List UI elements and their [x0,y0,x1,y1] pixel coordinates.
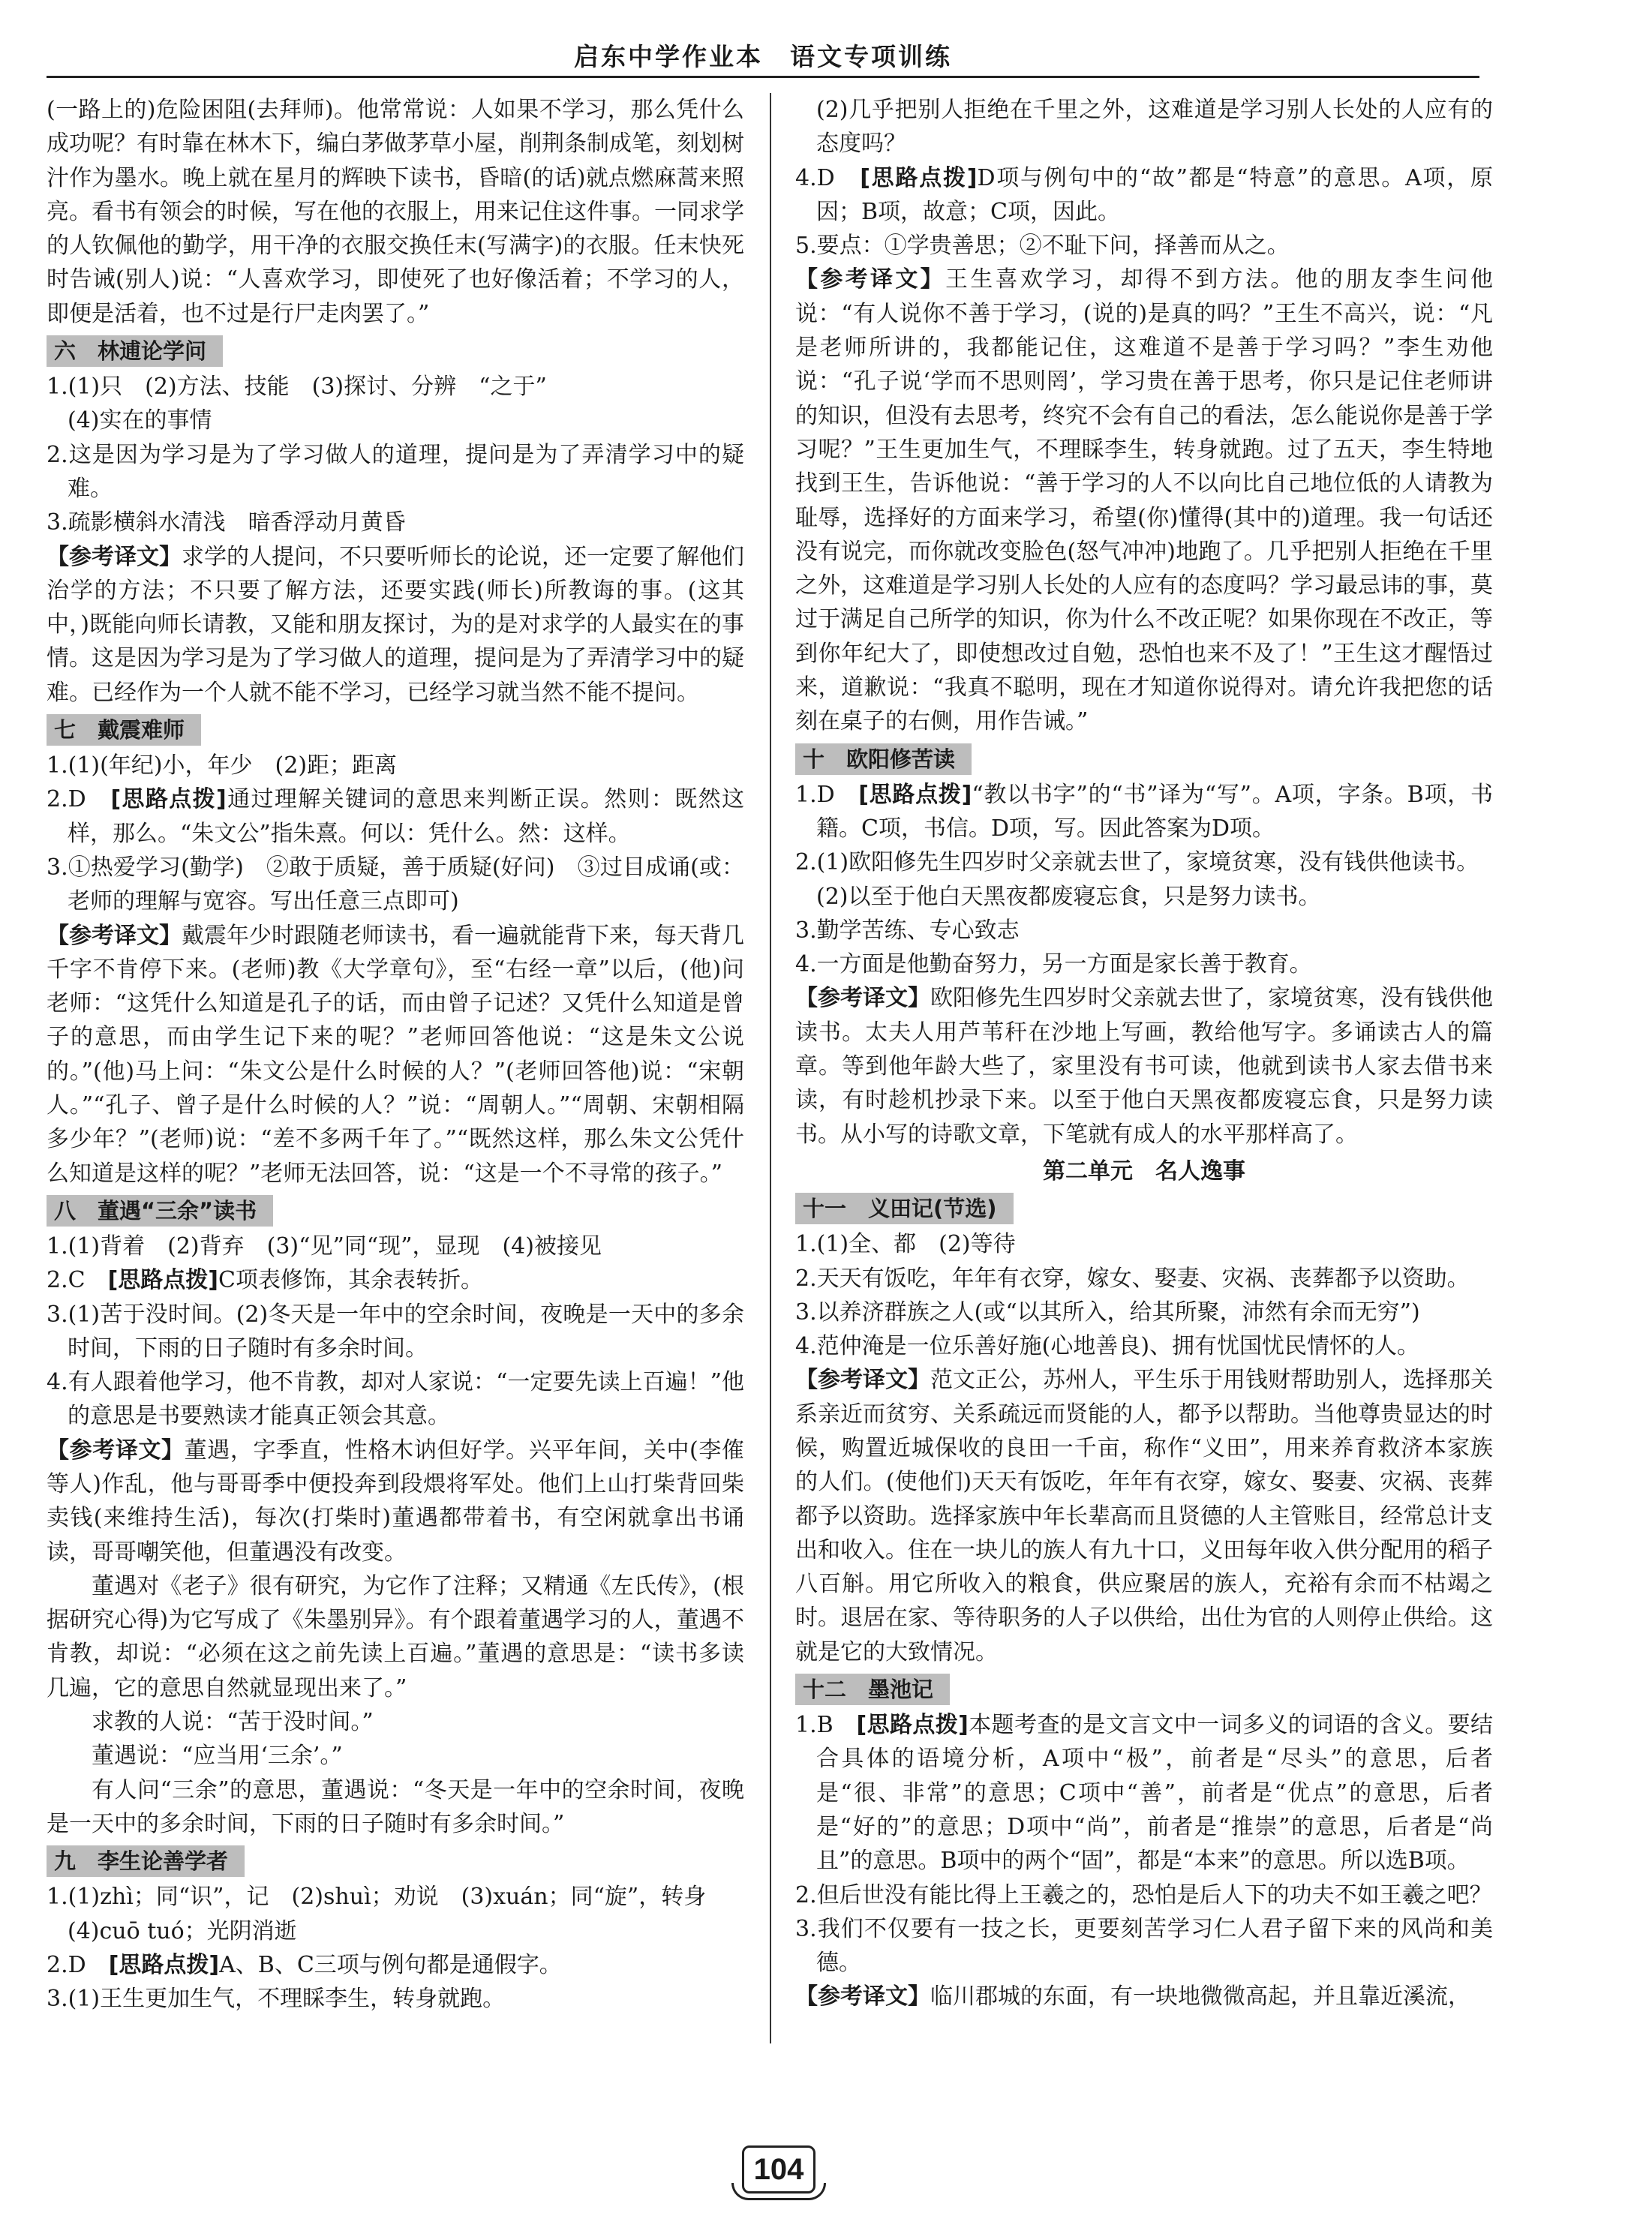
left-column [47,93,744,2016]
hint-text: C项表修饰，其余表转折。 [218,1267,483,1294]
answer-letter: 2.D [47,786,111,813]
section-header-9 [47,1845,744,1877]
section-title: 六 林逋论学问 [47,335,223,367]
hint-text: “教以书字”的“书”译为“写”。A项，字条。B项，书籍。C项，书信。D项，写。因此答案为D项。 [816,781,1493,842]
translation-para-2: 董遇对《老子》很有研究，为它作了注释；又精通《左氏传》，(根据研究心得)为它写成了《朱墨别异》。有个跟着董遇学习的人，董遇不肯教，却说：“必须在这之前先读上百遍。”董遇的意思是：“读书多读几遍，它的意思自然就显现出来了。” [47,1572,745,1701]
answer-1b: (4)实在的事情 [68,407,212,434]
section-title: 十二 墨池记 [795,1674,950,1705]
answer-letter: 4.D [795,164,861,191]
answer-1: 1.(1)(年纪)小，年少 (2)距；距离 [47,752,398,779]
answer-4: 4.有人跟着他学习，他不肯教，却对人家说：“一定要先读上百遍！”他的意思是书要熟读才能真正领会其意。 [47,1369,744,1430]
answer-2: 2.天天有饭吃，年年有衣穿，嫁女、娶妻、灾祸、丧葬都予以资助。 [795,1265,1470,1292]
translation-tag: 【参考译文】 [47,922,182,949]
translation-text: 范文正公，苏州人，平生乐于用钱财帮助别人，选择那关系亲近而贫穷、关系疏远而贤能的人，都予以帮助。当他尊贵显达的时候，购置近城保收的良田一千亩，称作“义田”，用来养育救济本家族的人们。(使他们)天天有饭吃，年年有衣穿，嫁女、娶妻、灾祸、丧葬都予以资助。选择家族中年长辈高而且贤德的人主管账目，经常总计支出和收入。住在一块儿的族人有九十口，义田每年收入供分配用的稻子八百斛。用它所收入的粮食，供应聚居的族人，充裕有余而不枯竭之时。退居在家、等待职务的人子以供给，出仕为官的人则停止供给。这就是它的大致情况。 [795,1367,1493,1665]
section-title: 十 欧阳修苦读 [795,743,972,775]
hint-text: A、B、C三项与例句都是通假字。 [219,1951,562,1978]
translation-tag: 【参考译文】 [795,985,930,1012]
intro-paragraph: (一路上的)危险困阻(去拜师)。他常常说：人如果不学习，那么凭什么成功呢？有时靠在林木下，编白茅做茅草小屋，削荆条制成笔，刻划树汁作为墨水。晚上就在星月的辉映下读书，昏暗(的话)就点燃麻蒿来照亮。看书有领会的时候，写在他的衣服上，用来记住这件事。一同求学的人钦佩他的勤学，用干净的衣服交换任末(写满字)的衣服。任末快死时告诫(别人)说：“人喜欢学习，即使死了也好像活着；不学习的人，即便是活着，也不过是行尸走肉罢了。” [47,97,744,327]
translation-text: 戴震年少时跟随老师读书，看一遍就能背下来，每天背几千字不肯停下来。(老师)教《大学章句》，至“右经一章”以后，(他)问老师：“这凭什么知道是孔子的话，而由曾子记述？又凭什么知道是曾子的意思，而由学生记下来的呢？”老师回答他说：“这是朱文公说的。”(他)马上问：“朱文公是什么时候的人？”(老师回答他)说：“宋朝人。”“孔子、曾子是什么时候的人？”说：“周朝人。”“周朝、宋朝相隔多少年？”(老师)说：“差不多两千年了。”“既然这样，那么朱文公凭什么知道是这样的呢？”老师无法回答，说：“这是一个不寻常的孩子。” [47,922,744,1187]
section-header-11 [795,1193,1493,1224]
answer-letter: 1.D [795,781,859,808]
answer-1: 1.(1)zhì；同“识”，记 (2)shuì；劝说 (3)xuán；同“旋”，转身 [47,1884,707,1911]
translation [47,1434,744,1569]
translation-tag: 【参考译文】 [795,1367,930,1394]
translation [795,1363,1493,1669]
section-title: 八 董遇“三余”读书 [47,1195,273,1227]
answer-3: 3.以养济群族之人(或“以其所入，给其所聚，沛然有余而无穷”) [795,1299,1420,1326]
translation-text: 董遇，字季直，性格木讷但好学。兴平年间，关中(李傕等人)作乱，他与哥哥季中便投奔到段煨将军处。他们上山打柴背回柴卖钱(来维持生活)，每次(打柴时)董遇都带着书，有空闲就拿出书诵读，哥哥嘲笑他，但董遇没有改变。 [47,1437,744,1566]
hint-tag: [思路点拨] [108,1951,220,1978]
column-divider [770,93,771,2043]
section-header-6 [47,335,744,367]
answer-5: 5.要点：①学贵善思；②不耻下问，择善而从之。 [795,233,1290,260]
translation-text: 欧阳修先生四岁时父亲就去世了，家境贫寒，没有钱供他读书。太夫人用芦苇秆在沙地上写画，教给他写字。多诵读古人的篇章。等到他年龄大些了，家里没有书可读，他就到读书人家去借书来读，有时趁机抄录下来。以至于他白天黑夜都废寝忘食，只是努力读书。从小写的诗歌文章，下笔就有成人的水平那样高了。 [795,985,1493,1148]
translation-para-4: 董遇说：“应当用‘三余’。” [92,1743,343,1770]
answer-2: 2.这是因为学习是为了学习做人的道理，提问是为了弄清学习中的疑难。 [47,441,744,502]
translation [47,919,744,1191]
unit-title: 第二单元 名人逸事 [1043,1158,1245,1185]
answer-2: 2.但后世没有能比得上王羲之的，恐怕是后人下的功夫不如王羲之吧？ [795,1881,1492,1908]
hint-tag: [思路点拨] [860,164,978,191]
answer-2 [47,782,744,851]
translation-text: 临川郡城的东面，有一块地微微高起，并且靠近溪流， [930,1983,1470,2010]
section-title: 九 李生论善学者 [47,1845,245,1877]
answer-1: 1.(1)全、都 (2)等待 [795,1231,1016,1258]
answer-3: 3.(1)王生更加生气，不理睬李生，转身就跑。 [47,1986,506,2013]
answer-3-cont: (2)几乎把别人拒绝在千里之外，这难道是学习别人长处的人应有的态度吗？ [816,97,1493,158]
answer-letter: 2.C [47,1267,108,1294]
translation [795,263,1493,738]
answer-2: 2.(1)欧阳修先生四岁时父亲就去世了，家境贫寒，没有钱供他读书。 [795,849,1479,876]
translation [47,540,744,710]
answer-2 [47,1948,744,1982]
answer-2 [47,1263,744,1297]
answer-1 [795,778,1493,846]
answer-letter: 2.D [47,1951,109,1978]
answer-4 [795,161,1493,230]
translation-para-3: 求教的人说：“苦于没时间。” [92,1709,374,1736]
translation [795,981,1493,1151]
right-column [795,93,1493,2014]
answer-3: 3.(1)苦于没时间。(2)冬天是一年中的空余时间，夜晚是一天中的多余时间，下雨的日子随时有多余时间。 [47,1301,744,1362]
answer-3: 3.我们不仅要有一技之长，更要刻苦学习仁人君子留下来的风尚和美德。 [795,1915,1493,1977]
translation [795,1980,1493,2013]
translation-tag: 【参考译文】 [795,1983,930,2010]
section-header-12 [795,1674,1493,1705]
translation-tag: 【参考译文】 [47,1437,185,1464]
page-header [47,32,1479,78]
page-number [731,2145,821,2201]
hint-text: 通过理解关键词的意思来判断正误。然则：既然这样，那么。“朱文公”指朱熹。何以：凭什么。然：这样。 [68,786,745,847]
hint-tag: [思路点拨] [856,1712,969,1739]
header-rule [47,76,1479,78]
translation-text: 王生喜欢学习，却得不到方法。他的朋友李生问他说：“有人说你不善于学习，(说的)是真的吗？”王生不高兴，说：“凡是老师所讲的，我都能记住，这难道不是善于学习吗？”李生劝他说：“孔子说‘学而不思则罔’，学习贵在善于思考，你只是记住老师讲的知识，但没有去思考，终究不会有自己的看法，怎么能说你是善于学习呢？”王生更加生气，不理睬李生，转身就跑。过了五天，李生特地找到王生，告诉他说：“善于学习的人不以向比自己地位低的人请教为耻辱，选择好的方面来学习，希望(你)懂得(其中的)道理。我一句话还没有说完，而你就改变脸色(怒气冲冲)地跑了。几乎把别人拒绝在千里之外，这难道是学习别人长处的人应有的态度吗？学习最忌讳的事，莫过于满足自己所学的知识，你为什么不改正呢？如果你现在不改正，等到你年纪大了，即使想改过自勉，恐怕也来不及了！”王生这才醒悟过来，道歉说：“我真不聪明，现在才知道你说得对。请允许我把您的话刻在桌子的右侧，用作告诫。” [795,266,1493,735]
answer-1 [795,1708,1493,1878]
hint-tag: [思路点拨] [107,1267,218,1294]
answer-3: 3.疏影横斜水清浅 暗香浮动月黄昏 [47,509,406,536]
answer-letter: 1.B [795,1712,857,1739]
answer-2b: (2)以至于他白天黑夜都废寝忘食，只是努力读书。 [816,883,1321,910]
section-title: 十一 义田记(节选) [795,1193,1014,1224]
header-title: 启东中学作业本 语文专项训练 [574,42,952,71]
hint-text: D项与例句中的“故”都是“特意”的意思。A项，原因；B项，故意；C项，因此。 [816,164,1493,225]
page-number-label: 104 [742,2145,815,2193]
answer-1: 1.(1)背着 (2)背弃 (3)“见”同“现”，显现 (4)被接见 [47,1233,602,1260]
hint-text: 本题考查的是文言文中一词多义的词语的含义。要结合具体的语境分析，A项中“极”，前者是“尽头”的意思，后者是“很、非常”的意思；C项中“善”，前者是“优点”的意思，后者是“好的”的意思；D项中“尚”，前者是“推崇”的意思，后者是“尚且”的意思。B项中的两个“固”，都是“本来”的意思。所以选B项。 [816,1712,1494,1875]
translation-tag: 【参考译文】 [47,543,182,570]
answer-1b: (4)cuō tuó；光阴消逝 [68,1917,297,1944]
answer-3: 3.勤学苦练、专心致志 [795,917,1020,944]
section-header-7 [47,714,744,746]
section-title: 七 戴震难师 [47,714,201,746]
hint-tag: [思路点拨] [858,781,972,808]
answer-4: 4.范仲淹是一位乐善好施(心地善良)、拥有忧国忧民情怀的人。 [795,1333,1420,1360]
translation-para-5: 有人问“三余”的意思，董遇说：“冬天是一年中的空余时间，夜晚是一天中的多余时间，下雨的日子随时有多余时间。” [47,1776,744,1837]
answer-1: 1.(1)只 (2)方法、技能 (3)探讨、分辨 “之于” [47,374,547,401]
section-header-8 [47,1195,744,1227]
section-header-10 [795,743,1493,775]
answer-3: 3.①热爱学习(勤学) ②敢于质疑，善于质疑(好问) ③过目成诵(或：老师的理解与宽容。写出任意三点即可) [47,854,744,915]
translation-tag: 【参考译文】 [795,266,945,293]
answer-4: 4.一方面是他勤奋努力，另一方面是家长善于教育。 [795,951,1312,978]
hint-tag: [思路点拨] [110,786,227,813]
translation-text: 求学的人提问，不只要听师长的论说，还一定要了解他们治学的方法；不只要了解方法，还要实践(师长)所教诲的事。(这其中，)既能向师长请教，又能和朋友探讨，为的是对求学的人最实在的事情。这是因为学习是为了学习做人的道理，提问是为了弄清学习中的疑难。已经作为一个人就不能不学习，已经学习就当然不能不提问。 [47,543,744,706]
